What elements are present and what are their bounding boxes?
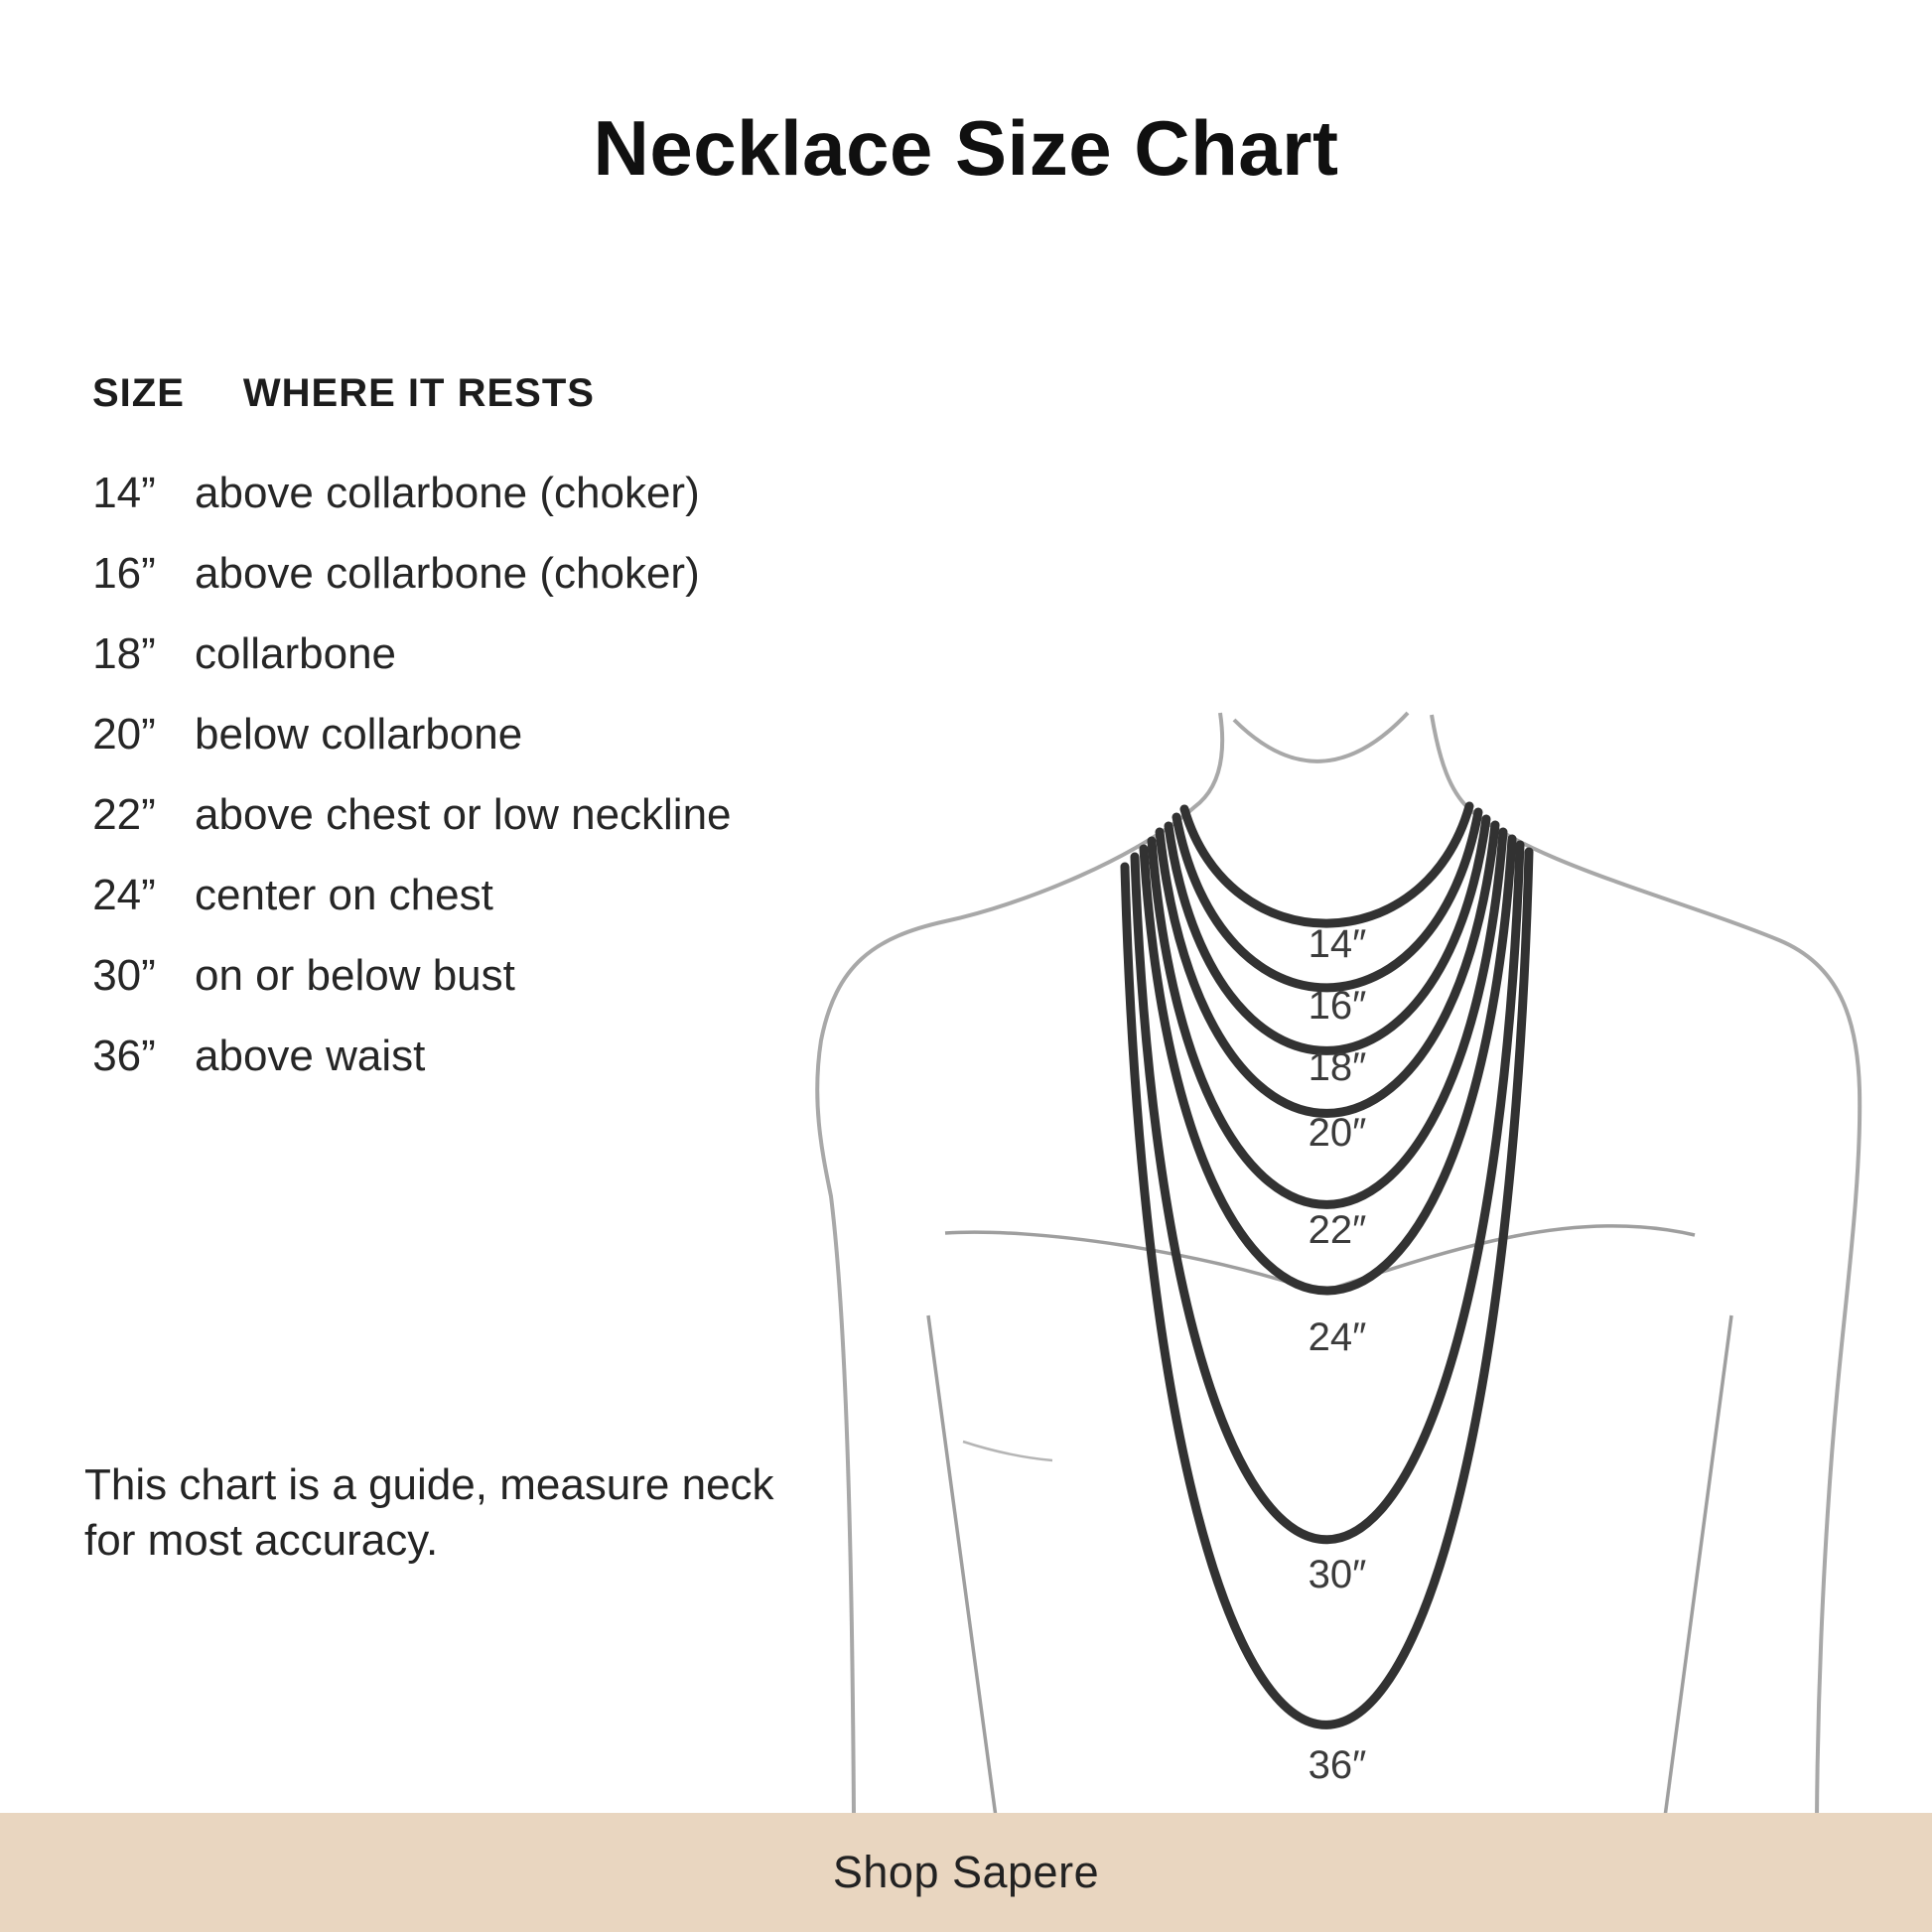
hip-fold-left: [963, 1442, 1052, 1460]
inner-arm-right: [1665, 1315, 1731, 1817]
guide-note-line2: for most accuracy.: [84, 1516, 439, 1565]
size-value: 14”: [92, 468, 156, 517]
necklace-length-label: 16″: [1308, 984, 1367, 1028]
size-value: 36”: [92, 1031, 156, 1080]
necklace-length-label: 22″: [1308, 1208, 1367, 1252]
inner-arm-left: [928, 1315, 996, 1817]
header-size-label: SIZE: [92, 371, 185, 415]
guide-note-line1: This chart is a guide, measure neck: [84, 1460, 774, 1509]
necklace-length-label: 14″: [1308, 922, 1367, 966]
rests-value: above collarbone (choker): [195, 468, 700, 517]
rests-value: above chest or low neckline: [195, 789, 732, 839]
rests-value: above waist: [195, 1031, 426, 1080]
rests-value: collarbone: [195, 628, 397, 678]
rests-value: below collarbone: [195, 709, 523, 759]
page-title: Necklace Size Chart: [593, 104, 1339, 192]
size-value: 16”: [92, 548, 156, 598]
necklace-length-label: 30″: [1308, 1553, 1367, 1596]
necklace-length-label: 36″: [1308, 1743, 1367, 1787]
necklace-length-label: 24″: [1308, 1315, 1367, 1359]
rests-value: on or below bust: [195, 950, 515, 1000]
rests-value: above collarbone (choker): [195, 548, 700, 598]
size-value: 30”: [92, 950, 156, 1000]
size-value: 20”: [92, 709, 156, 759]
size-value: 18”: [92, 628, 156, 678]
brand-name: Shop Sapere: [832, 1847, 1100, 1897]
header-rests-label: WHERE IT RESTS: [242, 371, 595, 415]
necklace-labels: [1309, 922, 1367, 1787]
necklace-length-label: 18″: [1308, 1045, 1367, 1089]
size-value: 22”: [92, 789, 156, 839]
necklace-arc-14in: [1184, 806, 1469, 923]
body-outline: [817, 713, 1860, 1819]
necklace-length-label: 20″: [1308, 1111, 1367, 1155]
rests-value: center on chest: [195, 870, 493, 919]
size-value: 24”: [92, 870, 156, 919]
chin-line: [1234, 713, 1408, 761]
footer-bar: [0, 1813, 1932, 1932]
